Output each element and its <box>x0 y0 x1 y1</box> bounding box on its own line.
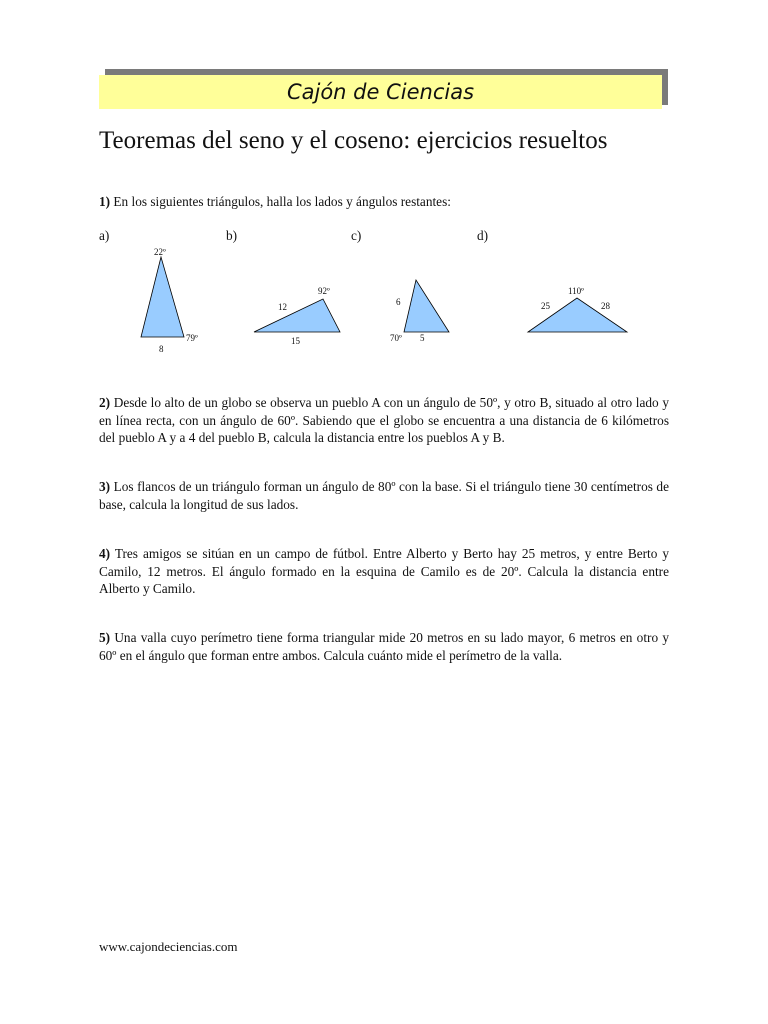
problem-number: 4) <box>99 546 111 561</box>
triangle-b-side-base: 15 <box>291 336 300 346</box>
footer-url: www.cajondeciencias.com <box>99 939 238 954</box>
problem-number: 3) <box>99 479 111 494</box>
triangle-b <box>254 299 340 332</box>
banner-title: Cajón de Ciencias <box>286 80 475 104</box>
problem-3 <box>99 478 669 513</box>
triangle-d-side-left: 25 <box>541 301 550 311</box>
problem-text: Desde lo alto de un globo se observa un pueblo A con un ángulo de 50º, y otro B, situado al otro lado y en línea recta, con un ángulo de 60º. Sabiendo que el globo se encuentra a una distancia de 6 kilómetros del pueblo A y a 4 del pueblo B, calcula la distancia entre los pueblos A y B. <box>99 395 669 445</box>
page-title: Teoremas del seno y el coseno: ejercicios resueltos <box>99 127 608 154</box>
triangle-a-angle-right: 79º <box>186 333 198 343</box>
triangle-d-side-right: 28 <box>601 301 610 311</box>
triangle-b-side-left: 12 <box>278 302 287 312</box>
problem-number: 5) <box>99 630 111 645</box>
triangle-c <box>404 280 449 332</box>
triangle-d-angle-top: 110º <box>568 286 584 296</box>
triangle-c-side-left: 6 <box>396 297 401 307</box>
triangles-figure <box>0 0 768 380</box>
problem-number: 2) <box>99 395 111 410</box>
triangle-c-angle-left: 70º <box>390 333 402 343</box>
problem-number: 1) <box>99 194 111 209</box>
triangle-d-label: d) <box>477 228 489 243</box>
triangle-a-side-base: 8 <box>159 344 164 354</box>
problem-4 <box>99 545 669 598</box>
triangle-b-angle-top: 92º <box>318 286 330 296</box>
problem-text: Tres amigos se sitúan en un campo de fútbol. Entre Alberto y Berto hay 25 metros, y entre Berto y Camilo, 12 metros. El ángulo formado en la esquina de Camilo es de 20º. Calcula la distancia entre Alberto y Camilo. <box>99 546 669 596</box>
triangle-a-angle-top: 22º <box>154 247 166 257</box>
problem-2 <box>99 394 669 447</box>
problem-5 <box>99 629 669 664</box>
problem-text: En los siguientes triángulos, halla los lados y ángulos restantes: <box>110 194 451 209</box>
triangle-c-label: c) <box>351 228 362 243</box>
triangle-a-label: a) <box>99 228 110 243</box>
triangle-b-label: b) <box>226 228 238 243</box>
problem-text: Los flancos de un triángulo forman un ángulo de 80º con la base. Si el triángulo tiene 30 centímetros de base, calcula la longitud de sus lados. <box>99 479 669 512</box>
triangle-c-side-base: 5 <box>420 333 425 343</box>
triangle-a <box>141 257 184 337</box>
problem-text: Una valla cuyo perímetro tiene forma triangular mide 20 metros en su lado mayor, 6 metros en otro y 60º en el ángulo que forman entre ambos. Calcula cuánto mide el perímetro de la valla. <box>99 630 669 663</box>
